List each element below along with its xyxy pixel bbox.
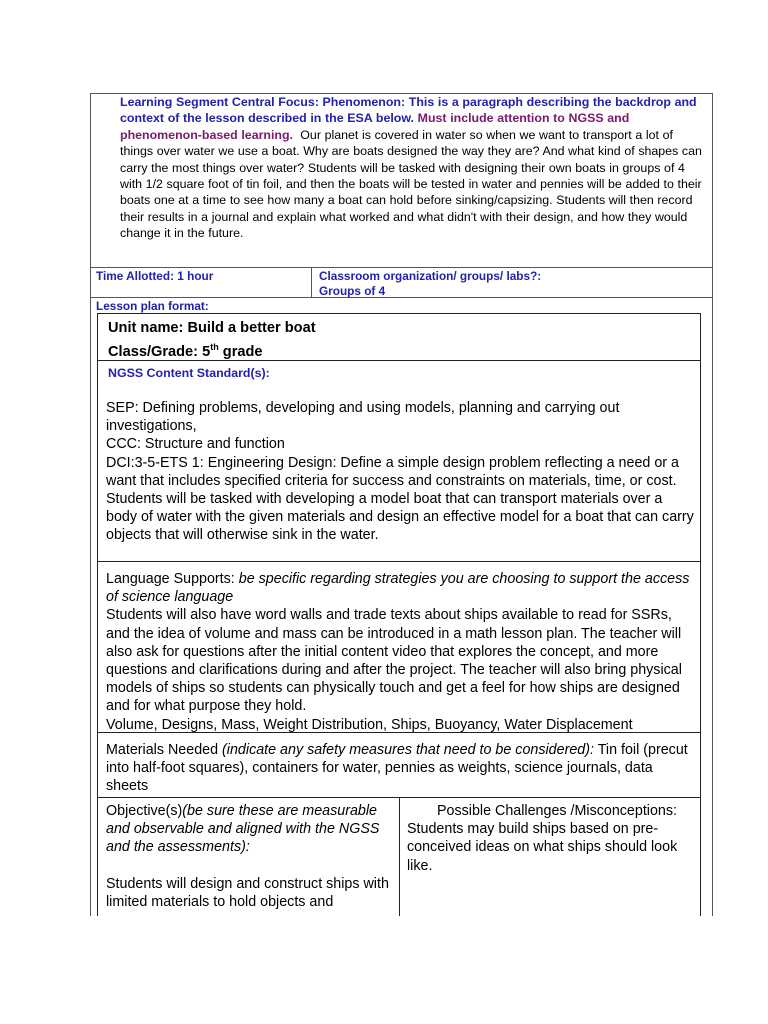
form-right-border: [712, 93, 713, 916]
central-focus-body: Our planet is covered in water so when we want to transport a lot of things over water we use a boat. Why are boats designed the way they are? And what kind of shapes can carry the most things over water? Students will be tasked with designing their own boats in groups of 4 with 1/2 square foot of tin foil, and then the boats will be tested in water and pennies will be added to their boats one at a time to see how many a boat can hold before sinking/capsizing. Students will then record their results in a journal and explain what worked and what didn't with their design, and how they would change it in the future.: [120, 127, 702, 241]
ngss-ccc: CCC: Structure and function: [106, 436, 285, 453]
language-supports-content: [106, 570, 696, 734]
challenges-label: Possible Challenges /Misconceptions:: [437, 803, 677, 819]
ngss-sep: SEP: Defining problems, developing and using models, planning and carrying out investigations,: [106, 400, 620, 435]
language-supports-vocab: Volume, Designs, Mass, Weight Distribution, Ships, Buoyancy, Water Displacement: [106, 716, 633, 733]
ngss-task: Students will be tasked with developing a model boat that can transport materials over a body of water with the given materials and design an effective model for a boat that can carry objects that will otherwise sink in the water.: [106, 491, 694, 544]
classroom-organization-label: Classroom organization/ groups/ labs?:: [319, 269, 542, 283]
objectives-hint: (be sure these are measurable and observable and aligned with the NGSS and the assessments):: [106, 803, 380, 856]
central-focus-paragraph: [120, 94, 708, 242]
challenges-box: [399, 797, 701, 916]
materials-box: [97, 732, 701, 798]
objectives-box: [97, 797, 400, 916]
central-focus-requirement: Must include attention to NGSS and phenomenon-based learning.: [120, 111, 630, 142]
class-grade: Class/Grade: 5th grade: [108, 342, 263, 360]
materials-content: [106, 741, 696, 796]
central-focus-label: Learning Segment Central Focus: Phenomenon: This is a paragraph describing the backdrop and context of the lesson described in the ESA below.: [120, 95, 697, 126]
materials-hint: (indicate any safety measures that need to be considered):: [222, 742, 594, 758]
time-column-divider: [311, 267, 312, 298]
challenges-content: [407, 802, 699, 875]
ngss-label: NGSS Content Standard(s):: [108, 366, 270, 380]
challenges-body: Students may build ships based on pre-conceived ideas on what ships should look like.: [407, 821, 678, 874]
unit-name: Unit name: Build a better boat: [108, 320, 316, 336]
materials-body: Tin foil (precut into half-foot squares), containers for water, pennies as weights, science journals, data sheets: [106, 742, 688, 795]
objectives-body: Students will design and construct ships with limited materials to hold objects and: [106, 875, 389, 910]
lesson-plan-format-label: Lesson plan format:: [96, 299, 209, 313]
ngss-box: [97, 360, 701, 562]
classroom-organization: [319, 269, 541, 299]
language-supports-body: Students will also have word walls and trade texts about ships available to read for SSRs, and the idea of volume and mass can be introduced in a math lesson plan. The teacher will also ask for questions after the initial content video that explores the concept, and more questions and clarifications during and after the project. The teacher will also bring physical models of ships so students can physically touch and get a feel for how ships are designed and for what purpose they hold.: [106, 607, 682, 715]
materials-label: Materials Needed: [106, 742, 219, 758]
time-allotted: Time Allotted: 1 hour: [96, 269, 214, 283]
classroom-organization-value: Groups of 4: [319, 284, 386, 298]
ngss-standards: [106, 399, 694, 545]
objectives-label: Objective(s): [106, 803, 183, 819]
form-left-border: [90, 93, 91, 916]
objectives-content: [106, 802, 396, 911]
language-supports-label: Language Supports:: [106, 571, 235, 587]
ngss-dci: DCI:3-5-ETS 1: Engineering Design: Define a simple design problem reflecting a need or a want that includes specified criteria for success and constraints on materials, time, or cost.: [106, 454, 679, 489]
unit-box: [97, 313, 701, 361]
language-supports-box: [97, 561, 701, 733]
language-supports-hint: be specific regarding strategies you are choosing to support the access of science language: [106, 571, 690, 606]
focus-row-divider: [90, 267, 713, 268]
